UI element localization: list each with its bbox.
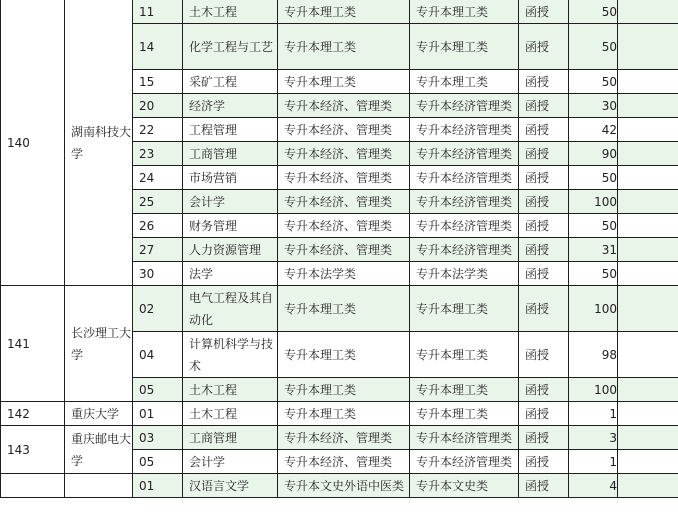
exam-category-cell: 专升本理工类: [410, 0, 519, 24]
empty-cell: [618, 118, 678, 142]
institution-name-cell: 重庆邮电大学: [65, 426, 133, 474]
empty-cell: [618, 190, 678, 214]
empty-cell: [618, 70, 678, 94]
study-mode-cell: 函授: [519, 238, 569, 262]
table-body: [1, 0, 678, 498]
quota-cell: 50: [569, 70, 618, 94]
major-name-cell: 采矿工程: [183, 70, 278, 94]
exam-category-cell: 专升本经济管理类: [410, 94, 519, 118]
exam-category-cell: 专升本理工类: [410, 24, 519, 70]
study-mode-cell: 函授: [519, 378, 569, 402]
table-row: [1, 0, 678, 24]
major-name-cell: 经济学: [183, 94, 278, 118]
study-mode-cell: 函授: [519, 94, 569, 118]
quota-cell: 30: [569, 94, 618, 118]
major-name-cell: 会计学: [183, 450, 278, 474]
quota-cell: 3: [569, 426, 618, 450]
empty-cell: [618, 238, 678, 262]
exam-category-cell: 专升本经济管理类: [410, 142, 519, 166]
major-code-cell: 03: [133, 426, 183, 450]
study-mode-cell: 函授: [519, 24, 569, 70]
quota-cell: 100: [569, 378, 618, 402]
exam-type-cell: 专升本经济、管理类: [278, 214, 410, 238]
exam-type-cell: 专升本理工类: [278, 332, 410, 378]
empty-cell: [618, 332, 678, 378]
institution-number-cell: [1, 474, 65, 498]
exam-category-cell: 专升本理工类: [410, 378, 519, 402]
exam-type-cell: 专升本理工类: [278, 24, 410, 70]
study-mode-cell: 函授: [519, 214, 569, 238]
exam-category-cell: 专升本经济管理类: [410, 238, 519, 262]
exam-category-cell: 专升本经济管理类: [410, 214, 519, 238]
study-mode-cell: 函授: [519, 402, 569, 426]
institution-number-cell: 143: [1, 426, 65, 474]
study-mode-cell: 函授: [519, 474, 569, 498]
major-name-cell: 法学: [183, 262, 278, 286]
exam-type-cell: 专升本经济、管理类: [278, 118, 410, 142]
major-name-cell: 市场营销: [183, 166, 278, 190]
major-code-cell: 20: [133, 94, 183, 118]
institution-number-cell: 140: [1, 0, 65, 286]
quota-cell: 98: [569, 332, 618, 378]
quota-cell: 31: [569, 238, 618, 262]
institution-number-cell: 141: [1, 286, 65, 402]
quota-cell: 50: [569, 214, 618, 238]
table-row: [1, 286, 678, 332]
exam-category-cell: 专升本法学类: [410, 262, 519, 286]
study-mode-cell: 函授: [519, 450, 569, 474]
exam-type-cell: 专升本理工类: [278, 402, 410, 426]
major-name-cell: 财务管理: [183, 214, 278, 238]
major-name-cell: 工商管理: [183, 426, 278, 450]
exam-type-cell: 专升本经济、管理类: [278, 450, 410, 474]
major-code-cell: 05: [133, 378, 183, 402]
major-code-cell: 22: [133, 118, 183, 142]
major-code-cell: 30: [133, 262, 183, 286]
major-code-cell: 26: [133, 214, 183, 238]
quota-cell: 4: [569, 474, 618, 498]
empty-cell: [618, 24, 678, 70]
empty-cell: [618, 474, 678, 498]
exam-type-cell: 专升本理工类: [278, 378, 410, 402]
exam-category-cell: 专升本理工类: [410, 332, 519, 378]
exam-type-cell: 专升本理工类: [278, 70, 410, 94]
major-code-cell: 25: [133, 190, 183, 214]
empty-cell: [618, 262, 678, 286]
empty-cell: [618, 94, 678, 118]
major-name-cell: 计算机科学与技术: [183, 332, 278, 378]
major-code-cell: 23: [133, 142, 183, 166]
institution-name-cell: 重庆大学: [65, 402, 133, 426]
major-name-cell: 人力资源管理: [183, 238, 278, 262]
study-mode-cell: 函授: [519, 166, 569, 190]
major-code-cell: 24: [133, 166, 183, 190]
major-name-cell: 会计学: [183, 190, 278, 214]
study-mode-cell: 函授: [519, 142, 569, 166]
quota-cell: 50: [569, 24, 618, 70]
exam-type-cell: 专升本法学类: [278, 262, 410, 286]
major-code-cell: 05: [133, 450, 183, 474]
quota-cell: 1: [569, 450, 618, 474]
quota-cell: 100: [569, 286, 618, 332]
exam-type-cell: 专升本经济、管理类: [278, 426, 410, 450]
exam-category-cell: 专升本文史类: [410, 474, 519, 498]
quota-cell: 1: [569, 402, 618, 426]
institution-name-cell: 湖南科技大学: [65, 0, 133, 286]
major-name-cell: 土木工程: [183, 402, 278, 426]
quota-cell: 50: [569, 166, 618, 190]
empty-cell: [618, 286, 678, 332]
major-code-cell: 27: [133, 238, 183, 262]
exam-type-cell: 专升本理工类: [278, 286, 410, 332]
major-code-cell: 02: [133, 286, 183, 332]
institution-number-cell: 142: [1, 402, 65, 426]
study-mode-cell: 函授: [519, 0, 569, 24]
exam-category-cell: 专升本理工类: [410, 286, 519, 332]
quota-cell: 50: [569, 262, 618, 286]
exam-type-cell: 专升本文史外语中医类: [278, 474, 410, 498]
exam-category-cell: 专升本经济管理类: [410, 450, 519, 474]
study-mode-cell: 函授: [519, 262, 569, 286]
exam-type-cell: 专升本理工类: [278, 0, 410, 24]
exam-category-cell: 专升本经济管理类: [410, 118, 519, 142]
table-row: [1, 426, 678, 450]
exam-type-cell: 专升本经济、管理类: [278, 190, 410, 214]
exam-category-cell: 专升本理工类: [410, 70, 519, 94]
quota-cell: 90: [569, 142, 618, 166]
empty-cell: [618, 378, 678, 402]
study-mode-cell: 函授: [519, 70, 569, 94]
exam-type-cell: 专升本经济、管理类: [278, 166, 410, 190]
major-name-cell: 土木工程: [183, 0, 278, 24]
major-code-cell: 15: [133, 70, 183, 94]
empty-cell: [618, 142, 678, 166]
table-row: [1, 474, 678, 498]
study-mode-cell: 函授: [519, 118, 569, 142]
major-name-cell: 电气工程及其自动化: [183, 286, 278, 332]
major-code-cell: 14: [133, 24, 183, 70]
study-mode-cell: 函授: [519, 190, 569, 214]
study-mode-cell: 函授: [519, 426, 569, 450]
empty-cell: [618, 426, 678, 450]
major-name-cell: 化学工程与工艺: [183, 24, 278, 70]
institution-name-cell: 长沙理工大学: [65, 286, 133, 402]
major-name-cell: 汉语言文学: [183, 474, 278, 498]
exam-category-cell: 专升本经济管理类: [410, 426, 519, 450]
exam-category-cell: 专升本理工类: [410, 402, 519, 426]
major-code-cell: 04: [133, 332, 183, 378]
study-mode-cell: 函授: [519, 332, 569, 378]
institution-name-cell: [65, 474, 133, 498]
exam-type-cell: 专升本经济、管理类: [278, 94, 410, 118]
quota-cell: 42: [569, 118, 618, 142]
major-code-cell: 11: [133, 0, 183, 24]
empty-cell: [618, 450, 678, 474]
quota-cell: 50: [569, 0, 618, 24]
table-row: [1, 402, 678, 426]
exam-type-cell: 专升本经济、管理类: [278, 238, 410, 262]
major-name-cell: 土木工程: [183, 378, 278, 402]
study-mode-cell: 函授: [519, 286, 569, 332]
quota-cell: 100: [569, 190, 618, 214]
exam-category-cell: 专升本经济管理类: [410, 166, 519, 190]
empty-cell: [618, 402, 678, 426]
empty-cell: [618, 0, 678, 24]
empty-cell: [618, 214, 678, 238]
exam-category-cell: 专升本经济管理类: [410, 190, 519, 214]
major-code-cell: 01: [133, 474, 183, 498]
major-code-cell: 01: [133, 402, 183, 426]
empty-cell: [618, 166, 678, 190]
major-name-cell: 工商管理: [183, 142, 278, 166]
major-name-cell: 工程管理: [183, 118, 278, 142]
exam-type-cell: 专升本经济、管理类: [278, 142, 410, 166]
